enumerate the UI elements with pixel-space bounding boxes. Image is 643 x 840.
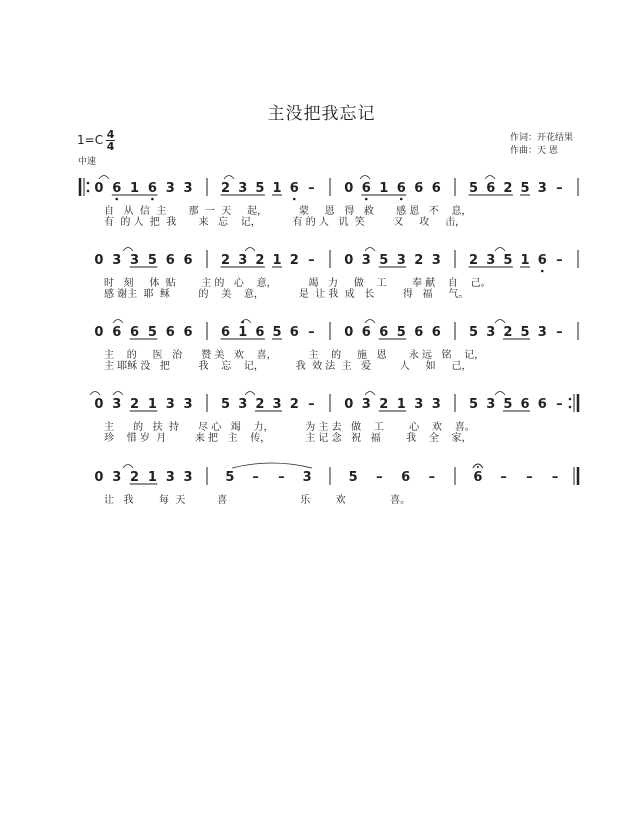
note: 3 [165,181,175,196]
note: 5 [348,470,358,485]
time-unit: 4 [106,140,115,153]
dash-note: – [556,181,563,196]
note: 6 [414,181,424,196]
octave-dot [293,198,296,201]
note: 3 [486,253,496,268]
dash-note: – [308,325,315,340]
lyric-line: 主 耶稣 没 把 我 忘 记， 我 效 法 主 爱 人 如 己， [104,361,472,372]
key-label: 1=C [77,133,104,147]
note: 5 [147,253,157,268]
note: 6 [431,181,441,196]
note: 6 [289,325,299,340]
repeat-dot [569,406,572,409]
note: 2 [289,253,299,268]
note: 6 [361,181,371,196]
dash-note: – [308,397,315,412]
note: 1 [379,181,389,196]
note: 3 [361,253,371,268]
dash-note: – [556,253,563,268]
note: 2 [130,470,140,485]
dash-note: – [252,470,259,485]
note: 5 [469,397,479,412]
note: 3 [486,397,496,412]
note: 3 [272,397,282,412]
note: 3 [183,470,193,485]
note: 6 [431,325,441,340]
note: 6 [112,325,122,340]
dash-note: – [278,470,285,485]
dash-note: – [526,470,533,485]
note: 6 [165,325,175,340]
note: 6 [486,181,496,196]
note: 2 [503,181,513,196]
note: 5 [469,181,479,196]
slur [224,176,234,180]
note: 6 [183,325,193,340]
note: 5 [221,397,231,412]
octave-dot [151,198,154,201]
note: 5 [147,325,157,340]
dash-note: – [308,181,315,196]
note: 3 [414,397,424,412]
note: 5 [255,181,265,196]
note: 0 [344,253,354,268]
note: 0 [344,325,354,340]
lyricist-credit: 作词：开花结果 [510,133,574,143]
note: 6 [401,470,411,485]
repeat-dot [569,398,572,401]
note: 0 [94,181,104,196]
octave-dot [400,198,403,201]
note: 2 [503,325,513,340]
composer-credit: 作曲：天 恩 [510,146,558,156]
note: 6 [183,253,193,268]
note: 5 [225,470,235,485]
note: 5 [503,253,513,268]
note: 0 [344,181,354,196]
dash-note: – [308,253,315,268]
note: 1 [272,181,282,196]
slur [113,392,123,396]
lyric-line: 让 我 每 天 喜 乐 欢 喜。 [104,495,411,506]
note: 1 [520,253,530,268]
note: 3 [238,181,248,196]
octave-dot [115,198,118,201]
note: 6 [165,253,175,268]
slur [245,248,255,252]
note: 1 [272,253,282,268]
note: 0 [94,397,104,412]
note: 6 [396,181,406,196]
note: 2 [221,181,231,196]
slur [365,392,375,396]
note: 3 [486,325,496,340]
repeat-dot [87,190,90,193]
lyric-line: 珍 惜 岁 月 来 把 主 传， 主 记 念 祝 福 我 全 家， [104,433,472,444]
note: 6 [414,325,424,340]
note: 3 [238,253,248,268]
note: 6 [255,325,265,340]
note: 3 [183,181,193,196]
note: 2 [469,253,479,268]
note: 5 [503,397,513,412]
note: 6 [130,325,140,340]
note: 0 [94,253,104,268]
tempo-marking: 中速 [78,157,97,167]
fermata-dot [477,466,479,468]
slur [123,248,133,252]
note: 2 [221,253,231,268]
note: 6 [147,181,157,196]
slur [90,392,100,396]
note: 5 [520,181,530,196]
note: 6 [537,253,547,268]
lyric-line: 时 刻 体 贴 主 的 心 意， 竭 力 做 工 奉 献 自 己。 [104,278,491,289]
note: 1 [130,181,140,196]
note: 6 [473,470,483,485]
lyric-line: 感 谢主 耶 稣 的 美 意， 是 让 我 成 长 得 福 气。 [104,289,469,300]
note: 1 [396,397,406,412]
note: 6 [379,325,389,340]
slur [245,392,255,396]
note: 6 [112,181,122,196]
slur [99,176,109,180]
note: 6 [520,397,530,412]
slur [495,248,505,252]
dash-note: – [551,470,559,485]
note: 5 [520,325,530,340]
note: 2 [289,397,299,412]
note: 6 [221,325,231,340]
note: 6 [289,181,299,196]
note: 5 [379,253,389,268]
note: 1 [238,325,248,340]
note: 3 [361,397,371,412]
note: 3 [537,181,547,196]
note: 2 [255,397,265,412]
lyric-line: 有 的 人 把 我 来 忘 记， 有 的 人 讥 笑 又 攻 击， [104,217,466,228]
note: 2 [414,253,424,268]
note: 3 [112,470,122,485]
note: 3 [165,470,175,485]
repeat-dot [87,182,90,185]
octave-dot [365,198,368,201]
note: 0 [94,470,104,485]
time-beats: 4 [106,128,115,141]
dash-note: – [556,325,563,340]
note: 3 [302,470,312,485]
dash-note: – [376,470,383,485]
note: 6 [361,325,371,340]
lyric-line: 主 的 医 治 赞 美 欢 喜， 主 的 施 恩 永 远 铭 记， [104,350,485,361]
note: 1 [147,397,157,412]
note: 3 [112,397,122,412]
dash-note: – [500,470,507,485]
tie [232,463,312,468]
note: 3 [183,397,193,412]
lyric-line: 主 的 扶 持 尽 心 竭 力， 为 主 去 做 工 心 欢 喜。 [104,422,475,433]
note: 0 [344,397,354,412]
note: 2 [379,397,389,412]
slur [495,320,505,324]
slur [495,392,505,396]
note: 6 [537,397,547,412]
note: 3 [130,253,140,268]
dash-note: – [556,397,563,412]
note: 5 [469,325,479,340]
slur [365,248,375,252]
note: 2 [130,397,140,412]
dash-note: – [428,470,436,485]
lyric-line: 自 从 信 主 那 一 天 起， 蒙 恩 得 救 感 恩 不 息， [104,206,472,217]
song-title: 主没把我忘记 [267,104,376,124]
note: 1 [147,470,157,485]
note: 3 [112,253,122,268]
note: 0 [94,325,104,340]
note: 3 [431,253,441,268]
note: 3 [238,397,248,412]
slur [113,320,123,324]
slur [365,320,375,324]
note: 3 [537,325,547,340]
note: 2 [255,253,265,268]
note: 5 [396,325,406,340]
note: 3 [165,397,175,412]
note: 3 [431,397,441,412]
slur [360,176,370,180]
note: 3 [396,253,406,268]
octave-dot [541,270,544,273]
slur [123,465,133,469]
slur [485,176,495,180]
note: 5 [272,325,282,340]
